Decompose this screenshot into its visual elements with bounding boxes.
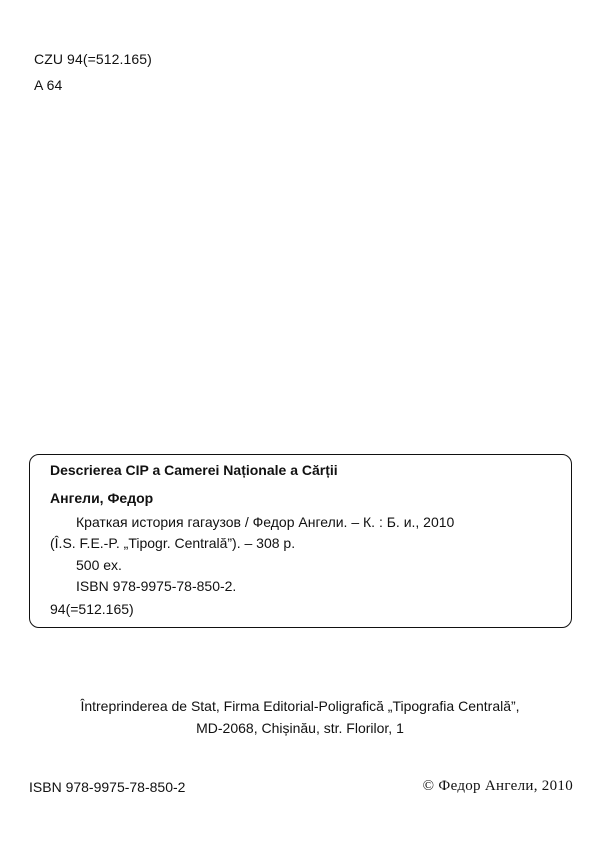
cip-line-publisher: (Î.S. F.E.-P. „Tipogr. Centrală”). – 308 p.	[50, 535, 296, 551]
cip-title: Descrierea CIP a Camerei Naționale a Cărții	[50, 462, 338, 478]
copyright-notice: © Федор Ангели, 2010	[422, 778, 573, 794]
cip-description-box	[29, 454, 572, 628]
cip-classification: 94(=512.165)	[50, 601, 134, 617]
author-mark: A 64	[34, 77, 63, 93]
cip-author: Ангели, Федор	[50, 490, 154, 506]
printer-address: MD-2068, Chișinău, str. Florilor, 1	[196, 720, 404, 736]
isbn-footer: ISBN 978-9975-78-850-2	[29, 779, 186, 795]
cip-line-title: Краткая история гагаузов / Федор Ангели. – К. : Б. и., 2010	[76, 514, 455, 530]
printer-name: Întreprinderea de Stat, Firma Editorial-Poligrafică „Tipografia Centrală”,	[80, 698, 520, 714]
cip-line-isbn: ISBN 978-9975-78-850-2.	[76, 578, 237, 594]
udc-code: CZU 94(=512.165)	[34, 51, 152, 67]
cip-line-copies: 500 ex.	[76, 557, 122, 573]
